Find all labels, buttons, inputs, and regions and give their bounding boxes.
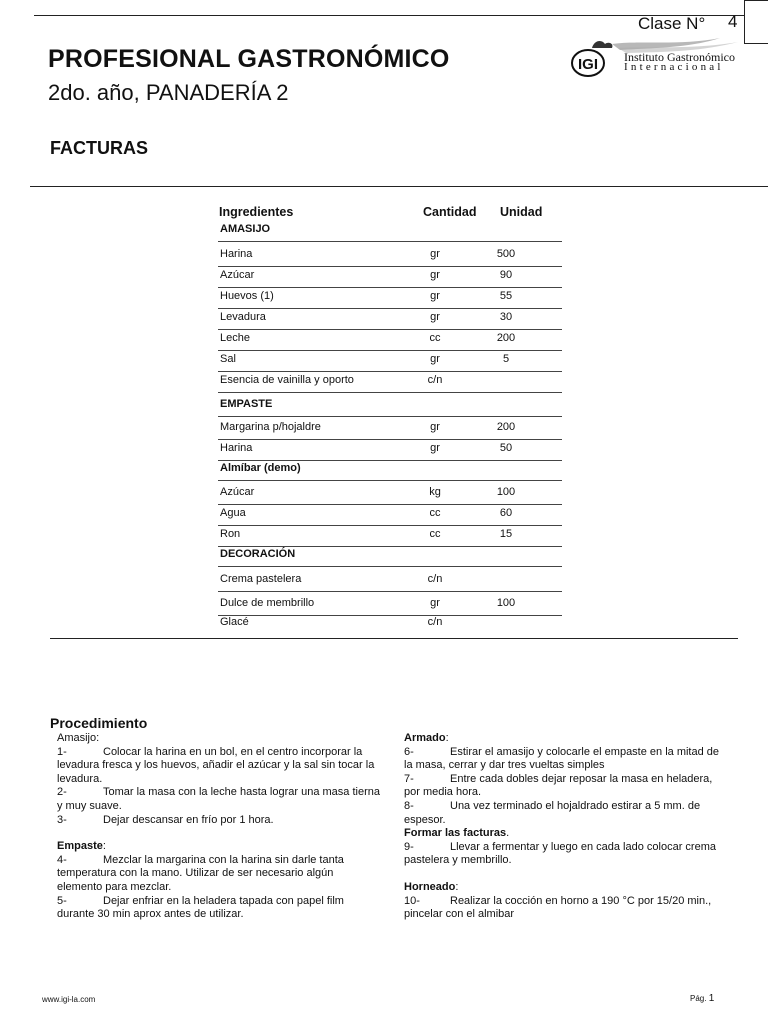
ingredient-unit: gr bbox=[430, 421, 440, 433]
ingredient-unit: gr bbox=[430, 353, 440, 365]
procedure-step bbox=[57, 854, 380, 895]
step-number: 9- bbox=[404, 840, 414, 853]
ingredient-name: AMASIJO bbox=[220, 223, 271, 235]
procedure-step bbox=[404, 895, 724, 922]
procedure-right-column bbox=[404, 732, 724, 922]
ingredient-qty: 100 bbox=[496, 597, 516, 609]
procedure-step bbox=[57, 786, 380, 813]
clase-box bbox=[744, 0, 768, 44]
ingredient-unit: gr bbox=[430, 290, 440, 302]
ingredient-unit: cc bbox=[429, 332, 441, 344]
table-row bbox=[218, 614, 562, 634]
ingredient-qty: 500 bbox=[496, 248, 516, 260]
section-title: FACTURAS bbox=[50, 138, 148, 158]
ingredient-name: DECORACIÓN bbox=[220, 548, 296, 560]
procedure-subheading bbox=[57, 732, 380, 746]
table-rule bbox=[50, 638, 738, 639]
table-row bbox=[218, 309, 562, 330]
ingredient-qty: 55 bbox=[499, 290, 513, 302]
subheading-text: Formar las facturas bbox=[404, 827, 507, 840]
ingredient-unit: gr bbox=[430, 248, 440, 260]
ingredient-name: Crema pastelera bbox=[220, 573, 302, 585]
procedure-step bbox=[404, 800, 724, 827]
ingredient-qty: 200 bbox=[496, 332, 516, 344]
ingredient-name: Esencia de vainilla y oporto bbox=[220, 374, 354, 386]
table-row bbox=[218, 330, 562, 351]
ingredient-qty: 90 bbox=[499, 269, 513, 281]
ingredient-name: Levadura bbox=[220, 311, 266, 323]
table-row bbox=[218, 440, 562, 461]
table-row bbox=[218, 505, 562, 526]
ingredient-qty: 30 bbox=[499, 311, 513, 323]
step-text: Colocar la harina en un bol, en el centro incorporar la levadura fresca y los huevos, añadir el azúcar y la sal sin tocar la levadura. bbox=[57, 745, 375, 785]
procedure-subheading bbox=[404, 827, 724, 841]
ingredient-unit: gr bbox=[430, 442, 440, 454]
table-row bbox=[218, 288, 562, 309]
table-row bbox=[218, 246, 562, 267]
chef-hat-icon bbox=[592, 41, 612, 48]
step-number: 5- bbox=[57, 894, 67, 907]
ingredient-unit: cc bbox=[429, 528, 441, 540]
ingredient-name: EMPASTE bbox=[220, 398, 273, 410]
subheading-punct: : bbox=[102, 840, 106, 853]
procedure-step bbox=[57, 746, 380, 787]
page-label: Pág. bbox=[690, 994, 707, 1003]
step-text: Dejar enfriar en la heladera tapada con papel film durante 30 min aprox antes de utilizar. bbox=[57, 894, 344, 921]
ingredient-name: Margarina p/hojaldre bbox=[220, 421, 321, 433]
step-number: 2- bbox=[57, 786, 67, 799]
ingredient-name: Azúcar bbox=[220, 269, 255, 281]
subheading-punct: : bbox=[445, 732, 449, 744]
procedure-step bbox=[404, 841, 724, 868]
col-header-ingredientes: Ingredientes bbox=[219, 205, 294, 219]
footer-page bbox=[690, 993, 714, 1004]
procedure-subheading bbox=[404, 881, 724, 895]
ingredient-unit: gr bbox=[430, 597, 440, 609]
header-rule bbox=[30, 186, 768, 187]
step-text: Estirar el amasijo y colocarle el empaste en la mitad de la masa, cerrar y dar tres vueltas simples bbox=[404, 745, 720, 772]
svg-text:IGI: IGI bbox=[578, 56, 599, 73]
table-section-row bbox=[218, 221, 562, 242]
clase-label: Clase N° bbox=[638, 14, 706, 33]
procedure-subheading bbox=[404, 732, 724, 746]
step-number: 7- bbox=[404, 772, 414, 785]
table-row bbox=[218, 526, 562, 547]
procedure-step bbox=[57, 814, 380, 828]
procedure-step bbox=[57, 895, 380, 922]
footer-url: www.igi-la.com bbox=[42, 995, 96, 1004]
ingredient-qty: 50 bbox=[499, 442, 513, 454]
page-number: 1 bbox=[708, 993, 715, 1004]
ingredient-name: Glacé bbox=[220, 616, 249, 628]
ingredient-name: Dulce de membrillo bbox=[220, 597, 315, 609]
step-number: 8- bbox=[404, 799, 414, 812]
step-text: Mezclar la margarina con la harina sin darle tanta temperatura con la mano. Utilizar de ser necesario algún elemento para mezclar. bbox=[57, 853, 344, 893]
ingredient-unit: c/n bbox=[427, 374, 443, 386]
subheading-punct: : bbox=[96, 732, 100, 744]
step-number: 10- bbox=[404, 894, 420, 907]
ingredient-name: Harina bbox=[220, 442, 253, 454]
col-header-unidad: Unidad bbox=[500, 205, 543, 219]
subheading-text: Horneado bbox=[404, 880, 456, 893]
table-row bbox=[218, 351, 562, 372]
step-number: 1- bbox=[57, 745, 67, 758]
ingredient-qty: 60 bbox=[499, 507, 513, 519]
step-number: 4- bbox=[57, 853, 67, 866]
col-header-cantidad: Cantidad bbox=[423, 205, 477, 219]
ingredient-qty: 200 bbox=[496, 421, 516, 433]
ingredient-qty: 15 bbox=[499, 528, 513, 540]
step-text: Una vez terminado el hojaldrado estirar a 5 mm. de espesor. bbox=[404, 799, 701, 826]
subheading-text: Armado bbox=[404, 732, 446, 744]
table-section-row bbox=[218, 396, 562, 417]
spacer bbox=[57, 827, 380, 840]
subheading-text: Empaste bbox=[57, 840, 103, 853]
logo-name: Instituto Gastronómico bbox=[624, 50, 735, 64]
table-row bbox=[218, 571, 562, 592]
ingredient-name: Sal bbox=[220, 353, 236, 365]
ingredient-name: Huevos (1) bbox=[220, 290, 274, 302]
procedure-left-column bbox=[57, 732, 380, 922]
clase-number: 4 bbox=[728, 12, 738, 31]
table-section-row bbox=[218, 460, 562, 481]
table-row bbox=[218, 419, 562, 440]
ingredient-unit: gr bbox=[430, 269, 440, 281]
step-text: Realizar la cocción en horno a 190 °C por 15/20 min., pincelar con el almibar bbox=[404, 894, 712, 921]
ingredient-name: Leche bbox=[220, 332, 250, 344]
step-text: Entre cada dobles dejar reposar la masa en heladera, por media hora. bbox=[404, 772, 713, 799]
table-row bbox=[218, 372, 562, 393]
logo-subtitle: Internacional bbox=[624, 61, 724, 73]
ingredient-name: Harina bbox=[220, 248, 253, 260]
subheading-text: Amasijo bbox=[57, 732, 97, 744]
procedure-title: Procedimiento bbox=[50, 715, 148, 731]
subheading-punct: : bbox=[455, 880, 459, 893]
ingredient-unit: gr bbox=[430, 311, 440, 323]
table-row bbox=[218, 267, 562, 288]
table-row bbox=[218, 484, 562, 505]
procedure-step bbox=[404, 746, 724, 773]
step-text: Tomar la masa con la leche hasta lograr una masa tierna y muy suave. bbox=[57, 786, 380, 812]
ingredient-name: Almíbar (demo) bbox=[220, 462, 301, 474]
ingredient-unit: cc bbox=[429, 507, 441, 519]
ingredient-unit: c/n bbox=[427, 616, 443, 628]
ingredient-qty: 5 bbox=[502, 353, 510, 365]
step-number: 3- bbox=[57, 813, 67, 826]
step-text: Dejar descansar en frío por 1 hora. bbox=[103, 813, 274, 826]
ingredient-name: Ron bbox=[220, 528, 241, 540]
ingredient-unit: c/n bbox=[427, 573, 443, 585]
ingredient-unit: kg bbox=[429, 486, 441, 498]
page-subtitle: 2do. año, PANADERÍA 2 bbox=[48, 80, 289, 105]
table-row bbox=[218, 595, 562, 616]
table-section-row bbox=[218, 546, 562, 567]
subheading-punct: . bbox=[506, 827, 510, 840]
page-title: PROFESIONAL GASTRONÓMICO bbox=[48, 45, 450, 73]
ingredient-qty: 100 bbox=[496, 486, 516, 498]
step-number: 6- bbox=[404, 745, 414, 758]
procedure-subheading bbox=[57, 840, 380, 854]
ingredient-name: Azúcar bbox=[220, 486, 255, 498]
procedure-step bbox=[404, 773, 724, 800]
ingredient-name: Agua bbox=[220, 507, 246, 519]
spacer bbox=[404, 868, 724, 881]
step-text: Llevar a fermentar y luego en cada lado colocar crema pastelera y membrillo. bbox=[404, 840, 716, 867]
